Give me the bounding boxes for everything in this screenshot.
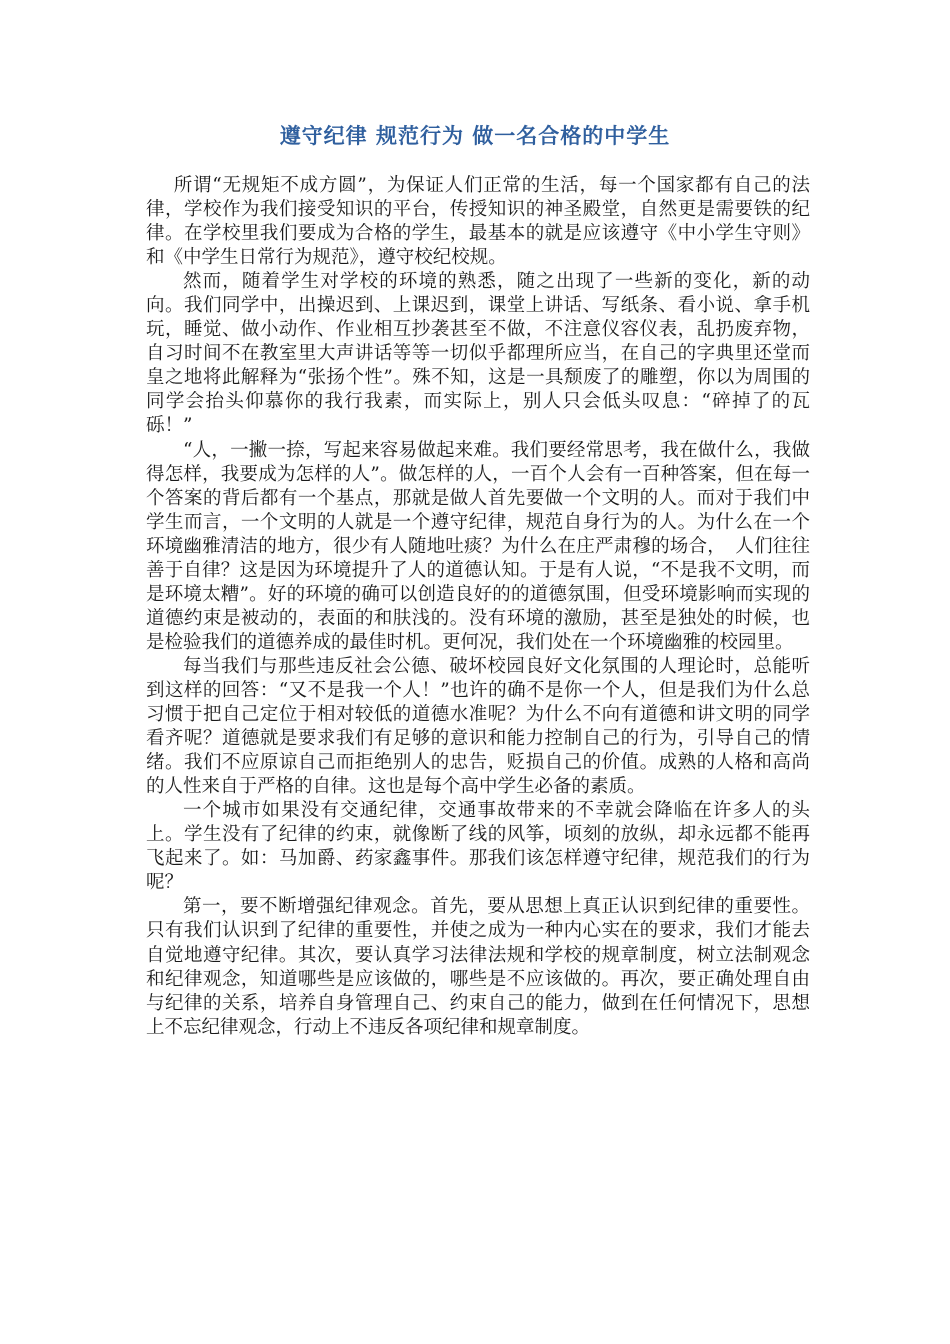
paragraph-3: “人，一撇一捺，写起来容易做起来难。我们要经常思考，我在做什么，我做得怎样，我要成为怎样的人”。做怎样的人，一百个人会有一百种答案，但在每一个答案的背后都有一个基点，那就是做人首先要做一个文明的人。而对于我们中学生而言，一个文明的人就是一个遵守纪律，规范自身行为的人。为什么在一个环境幽雅清洁的地方，很少有人随地吐痰？为什么在庄严肃穆的场合， 人们往往善于自律？这是因为环境提升了人的道德认知。于是有人说，“不是我不文明，而是环境太糟”。好的环境的确可以创造良好的的道德氛围，但受环境影响而实现的道德约束是被动的，表面的和肤浅的。没有环境的激励，甚至是独处的时候，也是检验我们的道德养成的最佳时机。更何况，我们处在一个环境幽雅的校园里。 [146, 439, 810, 653]
paragraph-1: 所谓“无规矩不成方圆”，为保证人们正常的生活，每一个国家都有自己的法律，学校作为我们接受知识的平台，传授知识的神圣殿堂，自然更是需要铁的纪律。在学校里我们要成为合格的学生，最基本的就是应该遵守《中小学生守则》和《中学生日常行为规范》，遵守校纪校规。 [146, 175, 810, 269]
paragraph-2: 然而，随着学生对学校的环境的熟悉，随之出现了一些新的变化，新的动向。我们同学中，出操迟到、上课迟到，课堂上讲话、写纸条、看小说、拿手机玩，睡觉、做小动作、作业相互抄袭甚至不做，不注意仪容仪表，乱扔废弃物，自习时间不在教室里大声讲话等等一切似乎都理所应当，在自己的字典里还堂而皇之地将此解释为“张扬个性”。殊不知，这是一具颓废了的雕塑，你以为周围的同学会抬头仰慕你的我行我素，而实际上，别人只会低头叹息：“碎掉了的瓦砾！” [146, 271, 810, 437]
paragraph-4: 每当我们与那些违反社会公德、破坏校园良好文化氛围的人理论时，总能听到这样的回答：“又不是我一个人！”也许的确不是你一个人，但是我们为什么总习惯于把自己定位于相对较低的道德水准呢？为什么不向有道德和讲文明的同学看齐呢？道德就是要求我们有足够的意识和能力控制自己的行为，引导自己的情绪。我们不应原谅自己而拒绝别人的忠告，贬损自己的价值。成熟的人格和高尚的人性来自于严格的自律。这也是每个高中学生必备的素质。 [146, 655, 810, 798]
document-body [146, 174, 810, 1040]
paragraph-6: 第一，要不断增强纪律观念。首先，要从思想上真正认识到纪律的重要性。只有我们认识到了纪律的重要性，并使之成为一种内心实在的要求，我们才能去自觉地遵守纪律。其次，要认真学习法律法规和学校的规章制度，树立法制观念和纪律观念，知道哪些是应该做的，哪些是不应该做的。再次，要正确处理自由与纪律的关系，培养自身管理自己、约束自己的能力，做到在任何情况下，思想上不忘纪律观念，行动上不违反各项纪律和规章制度。 [146, 896, 810, 1038]
document-title: 遵守纪律 规范行为 做一名合格的中学生 [279, 123, 671, 148]
paragraph-5: 一个城市如果没有交通纪律，交通事故带来的不幸就会降临在许多人的头上。学生没有了纪律的约束，就像断了线的风筝，顷刻的放纵，却永远都不能再飞起来了。如：马加爵、药家鑫事件。那我们该怎样遵守纪律，规范我们的行为呢？ [146, 800, 810, 894]
